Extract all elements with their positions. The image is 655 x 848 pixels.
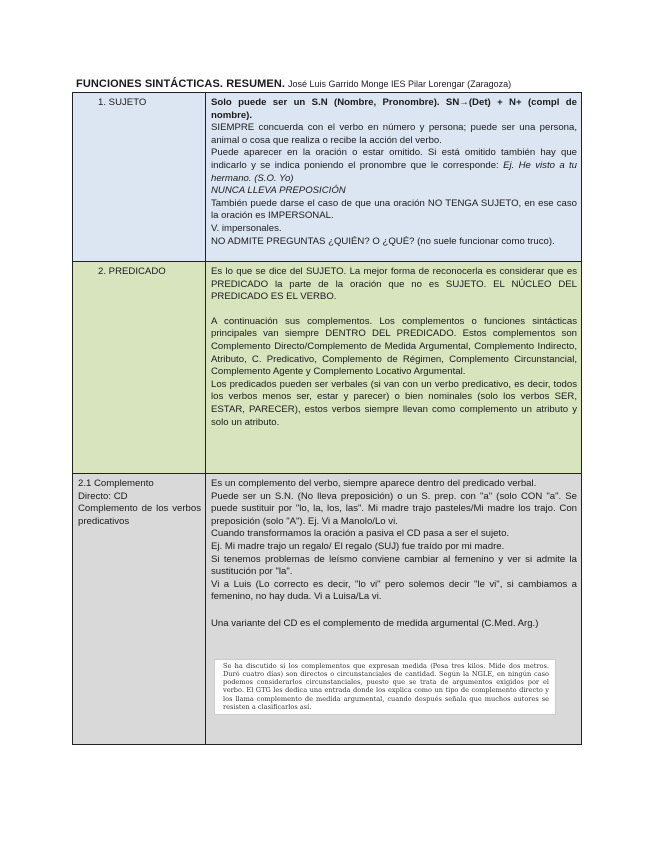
cd-line-2: Puede ser un S.N. (No lleva preposición) o un S. prep. con "a" (solo CON "a". Se puede sustituir por "lo, la, los, las". Mi madre trajo pasteles/Mi madre los trajo. Con preposición (solo "A"). Ej. Vi a Manolo/Lo vi. xyxy=(211,490,577,527)
predicado-line-3: Los predicados pueden ser verbales (si van con un verbo predicativo, es decir, todos los verbos menos ser, estar y parecer) o bien nominales (solo los verbos SER, ESTAR, PARECER), estos verbos siempre llevan como complemento un atributo y solo un atributo. xyxy=(211,378,577,428)
row-label-cell xyxy=(73,474,206,745)
sujeto-line-7: V. impersonales. xyxy=(211,222,282,234)
cd-line-5: Si tenemos problemas de leísmo conviene cambiar al femenino y ver si admite la sustitución por "la". xyxy=(211,553,577,578)
table-row xyxy=(73,262,582,474)
sujeto-line-3: Puede aparecer en la oración o estar omitido. Si está omitido también hay que indicarlo y se indica poniendo el pronombre que le corresponde: Ej. He visto a tu hermano. (S.O. Yo) xyxy=(211,147,578,184)
cd-line-7: Una variante del CD es el complemento de medida argumental (C.Med. Arg.) xyxy=(211,617,539,629)
row-content-cell xyxy=(206,474,582,745)
sujeto-line-8: NO ADMITE PREGUNTAS ¿QUIÉN? O ¿QUÉ? (no suele funcionar como truco). xyxy=(211,235,555,247)
table-row xyxy=(73,474,582,745)
row-label-cd-c: Complemento de los verbos predicativos xyxy=(78,503,201,527)
author-text: José Luis Garrido Monge IES Pilar Lorengar (Zaragoza) xyxy=(287,79,512,89)
table-row xyxy=(73,93,582,262)
predicado-line-2: A continuación sus complementos. Los complementos o funciones sintácticas principales van siempre DENTRO DEL PREDICADO. Estos complementos son Complemento Directo/Complemento de Medida Argumental, Complemento Indirecto, Atributo, C. Predicativo, Complemento de Régimen, Complemento Circunstancial, Complemento Agente y Complemento Locativo Argumental. xyxy=(211,315,577,378)
title-text: FUNCIONES SINTÁCTICAS. RESUMEN. xyxy=(76,78,286,90)
predicado-line-1: Es lo que se dice del SUJETO. La mejor forma de reconocerla es considerar que es PREDICADO la parte de la oración que no es SUJETO. EL NÚCLEO DEL PREDICADO ES EL VERBO. xyxy=(211,266,577,303)
summary-table xyxy=(72,92,582,745)
sujeto-line-2: SIEMPRE concuerda con el verbo en número y persona; puede ser una persona, animal o cosa que realiza o recibe la acción del verbo. xyxy=(211,122,577,146)
sujeto-example: Ej. He visto a tu hermano. (S.O. Yo) xyxy=(211,159,578,184)
row-label-cd-b: Directo: CD xyxy=(78,490,128,502)
row-label-predicado: 2. PREDICADO xyxy=(98,266,166,277)
row-label-cd: 2.1 Complemento xyxy=(78,478,154,489)
sujeto-line-6: También puede darse el caso de que una oración NO TENGA SUJETO, en ese caso la oración es IMPERSONAL. xyxy=(211,197,577,222)
row-content-cell xyxy=(206,262,582,474)
row-content-cell xyxy=(206,93,582,262)
row-label-cell xyxy=(73,262,206,474)
book-excerpt-image xyxy=(214,659,556,716)
cd-line-4: Ej. Mi madre trajo un regalo/ El regalo (SUJ) fue traído por mi madre. xyxy=(211,540,505,552)
cd-line-1: Es un complemento del verbo, siempre aparece dentro del predicado verbal. xyxy=(211,478,537,489)
cd-line-6: Vi a Luis (Lo correcto es decir, "lo vi" pero solemos decir "le vi", si cambiamos a femenino, no hay duda. Vi a Luisa/La vi. xyxy=(211,578,577,603)
sujeto-line-1: Solo puede ser un S.N (Nombre, Pronombre). SN→(Det) + N+ (compl de nombre). xyxy=(211,97,577,121)
cd-line-3: Cuando transformamos la oración a pasiva el CD pasa a ser el sujeto. xyxy=(211,528,510,540)
book-excerpt-text: Se ha discutido si los complementos que expresan medida (Pesa tres kilos. Mide dos metros. Duró cuatro días) son directos o circunstanciales de cantidad. Según la NGLE, en ningún caso podemos considerarlos circunstanciales, puesto que se trata de argumentos exigidos por el verbo. El GTG les dedica una entrada donde los explica como un tipo de complemento directo y los llama complemento de medida argumental, cuando después señala que muchos autores se resisten a clasificarlos así. xyxy=(223,661,549,712)
row-label-sujeto: 1. SUJETO xyxy=(98,97,147,108)
sujeto-line-5: NUNCA LLEVA PREPOSICIÓN xyxy=(211,185,346,197)
document-title xyxy=(76,78,596,90)
row-label-cell xyxy=(73,93,206,262)
